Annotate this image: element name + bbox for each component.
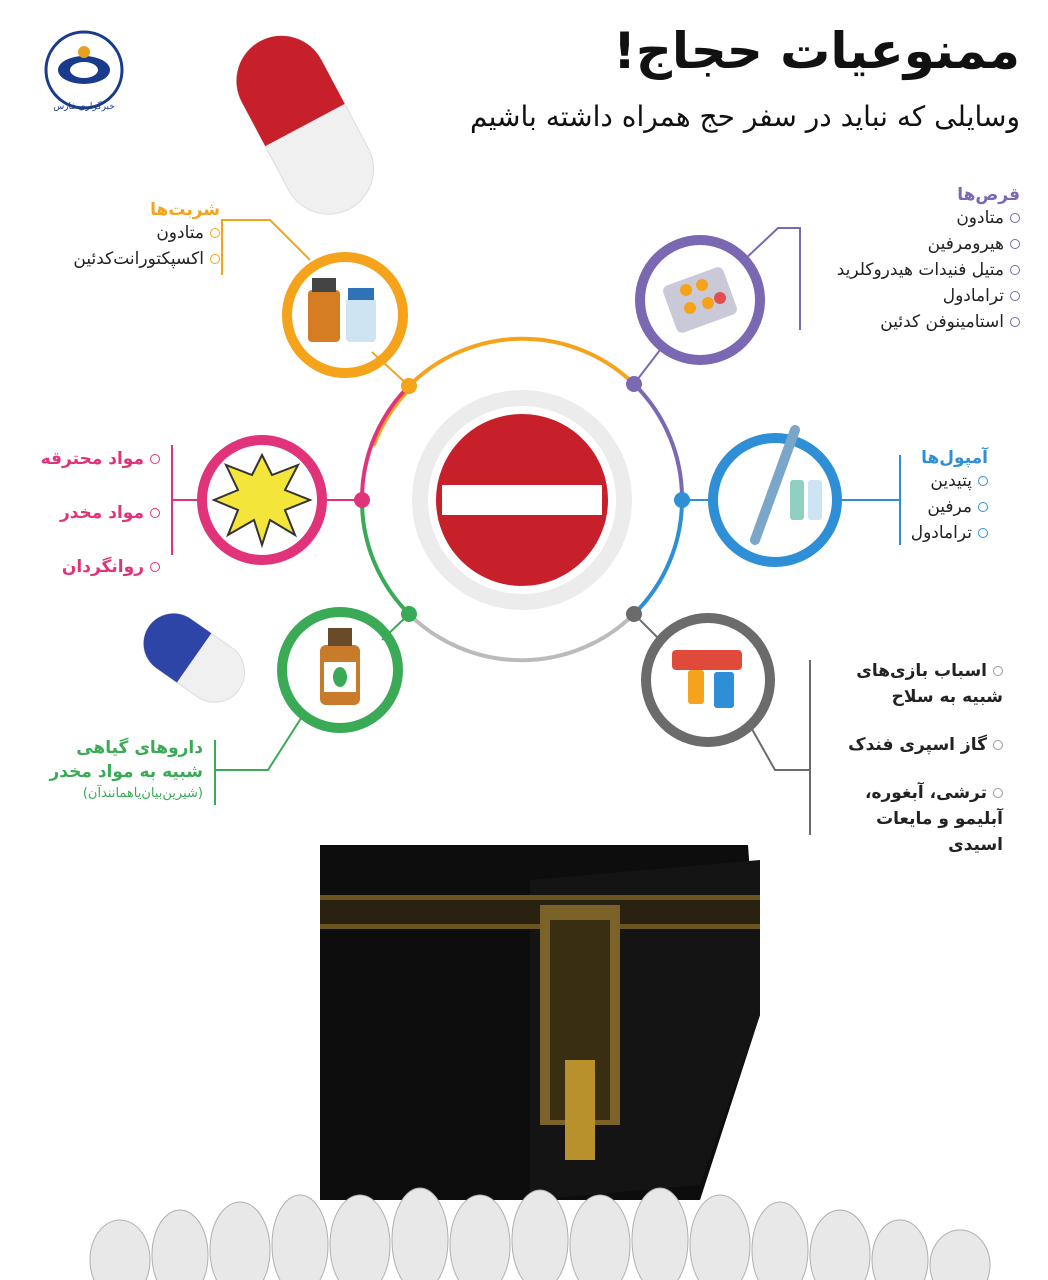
list-item: ترامادول [868,520,988,546]
kaaba-illustration [320,845,760,1200]
tablets-section [810,185,1020,335]
herbal-line2: شبیه به مواد مخدر [49,762,203,782]
list-item: ترامادول [810,283,1020,309]
ring-arc-blue [634,500,682,614]
list-item: متادون [810,205,1020,231]
list-item: مواد مخدر [41,486,160,540]
flammable-connector-line [172,445,202,555]
flammable-section [41,432,160,594]
toy-gun-spray-icon [646,618,770,742]
list-item: پتیدین [868,468,988,494]
syrup-bottles-icon [287,257,403,373]
ampoules-title: آمپول‌ها [921,448,988,468]
ring-arc-pink [362,386,409,500]
herbal-line3: (شیرین‌بیان‌یاهمانندآن) [82,786,203,801]
ampoules-section [868,448,988,546]
ring-arc-purple [634,384,682,500]
list-item: روانگردان [41,540,160,594]
list-item: گاز اسپری فندک [823,732,1003,758]
list-item: متادون [73,220,220,246]
list-item: ترشی، آبغوره، آبلیمو و مایعات اسیدی [865,783,1003,855]
list-item: متیل فنیدات هیدروکلرید [810,257,1020,283]
fars-news-logo [40,30,128,118]
list-item: اسباب بازی‌های شبیه به سلاح [856,661,1003,707]
ring-arc-gray [409,614,634,660]
logo-text: خبرگزاری فارس [53,102,115,112]
list-item: اکسپکتورانت‌کدئین [73,246,220,272]
ring-arc-top [409,339,634,386]
page-title: ممنوعیات حجاج! [613,22,1020,80]
tablets-title: قرص‌ها [957,185,1020,205]
herbal-line1: داروهای گیاهی [76,738,203,758]
syrups-title: شربت‌ها [150,200,220,220]
herbal-section [50,738,203,801]
blue-capsule-icon [132,602,257,714]
list-item: استامینوفن کدئین [810,309,1020,335]
page-subtitle: وسایلی که نباید در سفر حج همراه داشته باشیم [469,100,1020,133]
syrups-section [73,200,220,272]
list-item: هیرومرفین [810,231,1020,257]
toys-section [823,658,1003,858]
list-item: مرفین [868,494,988,520]
pilgrims-crowd [90,1188,990,1280]
list-item: مواد محترقه [41,432,160,486]
herbal-connector-line [215,712,305,805]
syrups-connector-line [222,220,310,275]
ring-arc-green [362,500,409,614]
red-capsule-icon [221,20,390,230]
